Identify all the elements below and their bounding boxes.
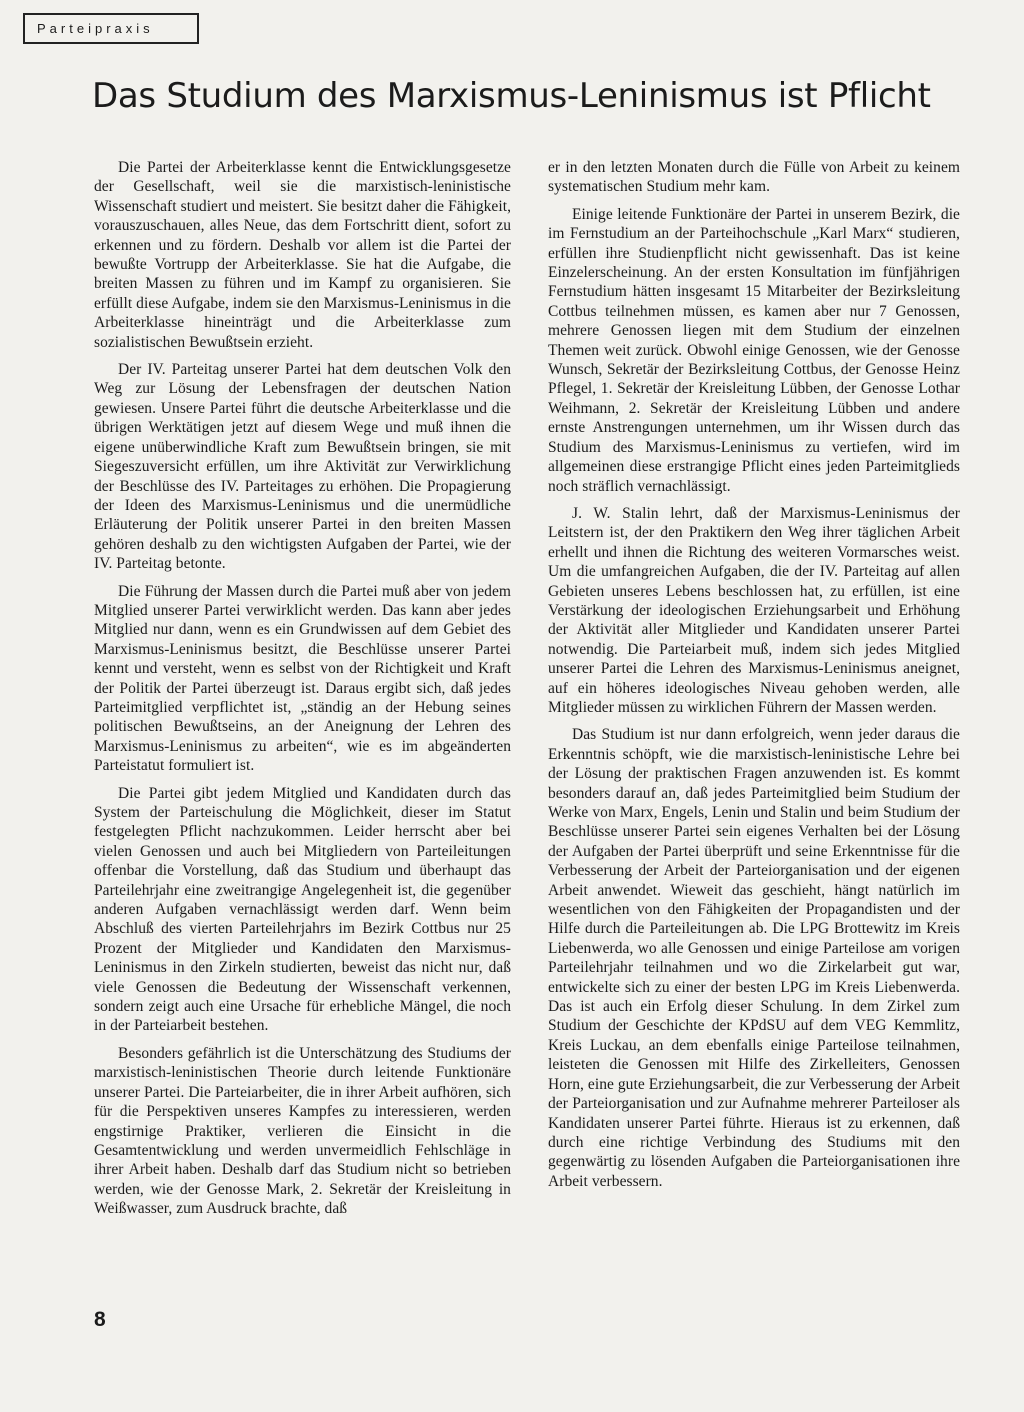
paragraph: Besonders gefährlich ist die Unterschätzung des Studiums der marxistisch-leninistischen Theorie durch leitende Funktionäre unserer Partei. Die Parteiarbeiter, die in ihrer Arbeit aufhören, sich für die Perspektiven unseres Kampfes zu interessieren, werden engstirnige Praktiker, verlieren die Einsicht in die Gesamtentwicklung und werden unvermeidlich Fehlschläge in ihrer Arbeit haben. Deshalb darf das Studium nicht so betrieben werden, wie der Genosse Mark, 2. Sekretär der Kreisleitung in Weißwasser, zum Ausdruck brachte, daß — [94, 1044, 511, 1218]
paragraph: Der IV. Parteitag unserer Partei hat dem deutschen Volk den Weg zur Lösung der Lebensfragen der deutschen Nation gewiesen. Unsere Partei führt die deutsche Arbeiterklasse und die übrigen Werktätigen jetzt auf diesem Wege und muß ihnen die eigene unüberwindliche Kraft zum Bewußtsein bringen, sie mit Siegeszuversicht erfüllen, um ihre Aktivität zur Verwirklichung der Beschlüsse des IV. Parteitages zu erhöhen. Die Propagierung der Ideen des Marxismus-Leninismus und die unermüdliche Erläuterung der Politik unserer Partei in den breiten Massen gehören deshalb zu den wichtigsten Aufgaben der Partei, wie der IV. Parteitag betonte. — [94, 361, 511, 573]
left-column — [94, 158, 511, 1227]
section-tag: Parteipraxis — [23, 13, 199, 44]
paragraph: Einige leitende Funktionäre der Partei in unserem Bezirk, die im Fernstudium an der Parteihochschule „Karl Marx“ studieren, erfüllen ihre Studienpflicht nicht gewissenhaft. Das ist keine Einzelerscheinung. An der ersten Konsultation im fünfjährigen Fernstudium hätten insgesamt 15 Mitarbeiter der Bezirksleitung Cottbus teilnehmen müssen, es kamen aber nur 7 Genossen, mehrere Genossen liegen mit dem Studium der einzelnen Themen weit zurück. Obwohl einige Genossen, wie der Genosse Wunsch, Sekretär der Bezirksleitung Cottbus, der Genosse Heinz Pflegel, 1. Sekretär der Kreisleitung Lübben, der Genosse Lothar Weihmann, 2. Sekretär der Kreisleitung Lübben und andere ernste Anstrengungen unternehmen, um ihr Wissen durch das Studium des Marxismus-Leninismus zu vertiefen, wird im allgemeinen diese erstrangige Pflicht eines jeden Parteimitglieds noch sträflich vernachlässigt. — [548, 205, 960, 495]
paragraph: Die Partei der Arbeiterklasse kennt die Entwicklungsgesetze der Gesellschaft, weil sie die marxistisch-leninistische Wissenschaft studiert und meistert. Sie besitzt daher die Fähigkeit, vorauszuschauen, alles Neue, das dem Fortschritt dient, sofort zu erkennen und zu fördern. Deshalb vor allem ist die Partei der bewußte Vortrupp der Arbeiterklasse. Sie hat die Aufgabe, die breiten Massen zu führen und im Kampf zu organisieren. Sie erfüllt diese Aufgabe, indem sie den Marxismus-Leninismus in die Arbeiterklasse hineinträgt und die Arbeiterklasse zum sozialistischen Bewußtsein erzieht. — [94, 159, 511, 351]
paragraph: Die Partei gibt jedem Mitglied und Kandidaten durch das System der Parteischulung die Möglichkeit, dieser im Statut festgelegten Pflicht nachzukommen. Leider herrscht aber bei vielen Genossen und auch bei Mitgliedern von Parteileitungen offenbar die Vorstellung, daß das Studium und überhaupt das Parteilehrjahr eine zweitrangige Angelegenheit ist, die gegenüber anderen Aufgaben vernachlässigt werden darf. Wenn beim Abschluß des vierten Parteilehrjahrs im Bezirk Cottbus nur 25 Prozent der Mitglieder und Kandidaten den Marxismus-Leninismus in den Zirkeln studierten, beweist das nicht nur, daß viele Genossen die Bedeutung der Wissenschaft verkennen, sondern zeigt auch eine Ursache für erhebliche Mängel, die noch in der Parteiarbeit bestehen. — [94, 784, 511, 1035]
paragraph: J. W. Stalin lehrt, daß der Marxismus-Leninismus der Leitstern ist, der den Praktikern den Weg ihrer täglichen Arbeit erhellt und ihnen die Richtung des weiteren Vormarsches weist. Um die umfangreichen Aufgaben, die der IV. Parteitag auf allen Gebieten unseres Lebens beschlossen hat, zu erfüllen, ist eine Verstärkung der ideologischen Erziehungsarbeit und Erhöhung der Aktivität aller Mitglieder und Kandidaten unserer Partei notwendig. Die Parteiarbeit muß, indem sich jedes Mitglied unserer Partei die Lehren des Marxismus-Leninismus aneignet, auf ein höheres ideologisches Niveau gehoben werden, alle Mitglieder müssen zu wirklichen Führern der Massen werden. — [548, 504, 960, 716]
paragraph-continuation: er in den letzten Monaten durch die Fülle von Arbeit zu keinem systematischen Studium mehr kam. — [548, 159, 960, 196]
paragraph: Das Studium ist nur dann erfolgreich, wenn jeder daraus die Erkenntnis schöpft, wie die marxistisch-leninistische Lehre bei der Lösung der praktischen Fragen anzuwenden ist. Es kommt besonders darauf an, daß jedes Parteimitglied beim Studium der Werke von Marx, Engels, Lenin und Stalin und beim Studium der Beschlüsse unserer Partei sein eigenes Verhalten bei der Lösung der Aufgaben der Partei überprüft und seine Erkenntnisse für die Verbesserung der Arbeit der Parteiorganisation und der eigenen Arbeit anwendet. Wieweit das geschieht, hängt natürlich im wesentlichen von den Fähigkeiten der Propagandisten und der Hilfe durch die Parteileitungen ab. Die LPG Brottewitz im Kreis Liebenwerda, wo alle Genossen und einige Parteilose am vorigen Parteilehrjahr teilnahmen und wo die Zirkelarbeit gut war, entwickelte sich zu einer der besten LPG im Kreis Liebenwerda. Das ist auch ein Erfolg dieser Schulung. In dem Zirkel zum Studium der Geschichte der KPdSU auf dem VEG Kemmlitz, Kreis Luckau, an dem ebenfalls einige Parteilose teilnahmen, leisteten die Genossen mit Hilfe des Zirkelleiters, Genossen Horn, eine gute Erziehungsarbeit, die zur Verbesserung der Arbeit der Parteiorganisation und zur Aufnahme mehrerer Parteiloser als Kandidaten unserer Partei führte. Hieraus ist zu erkennen, daß durch eine richtige Verbindung des Studiums mit den gegenwärtig zu lösenden Aufgaben die Parteiorganisationen ihre Arbeit verbessern. — [548, 726, 960, 1190]
right-column — [548, 158, 960, 1199]
article-headline: Das Studium des Marxismus-Leninismus ist Pflicht — [92, 76, 931, 116]
paragraph: Die Führung der Massen durch die Partei muß aber von jedem Mitglied unserer Partei verwirklicht werden. Das kann aber jedes Mitglied nur dann, wenn es ein Grundwissen auf dem Gebiet des Marxismus-Leninismus besitzt, die Beschlüsse unserer Partei kennt und versteht, wenn es selbst von der Richtigkeit und Kraft der Politik der Partei überzeugt ist. Daraus ergibt sich, daß jedes Parteimitglied verpflichtet ist, „ständig an der Hebung seines politischen Bewußtseins, an der Aneignung der Lehren des Marxismus-Leninismus zu arbeiten“, wie es im abgeänderten Parteistatut formuliert ist. — [94, 582, 511, 775]
page-number: 8 — [94, 1308, 106, 1331]
